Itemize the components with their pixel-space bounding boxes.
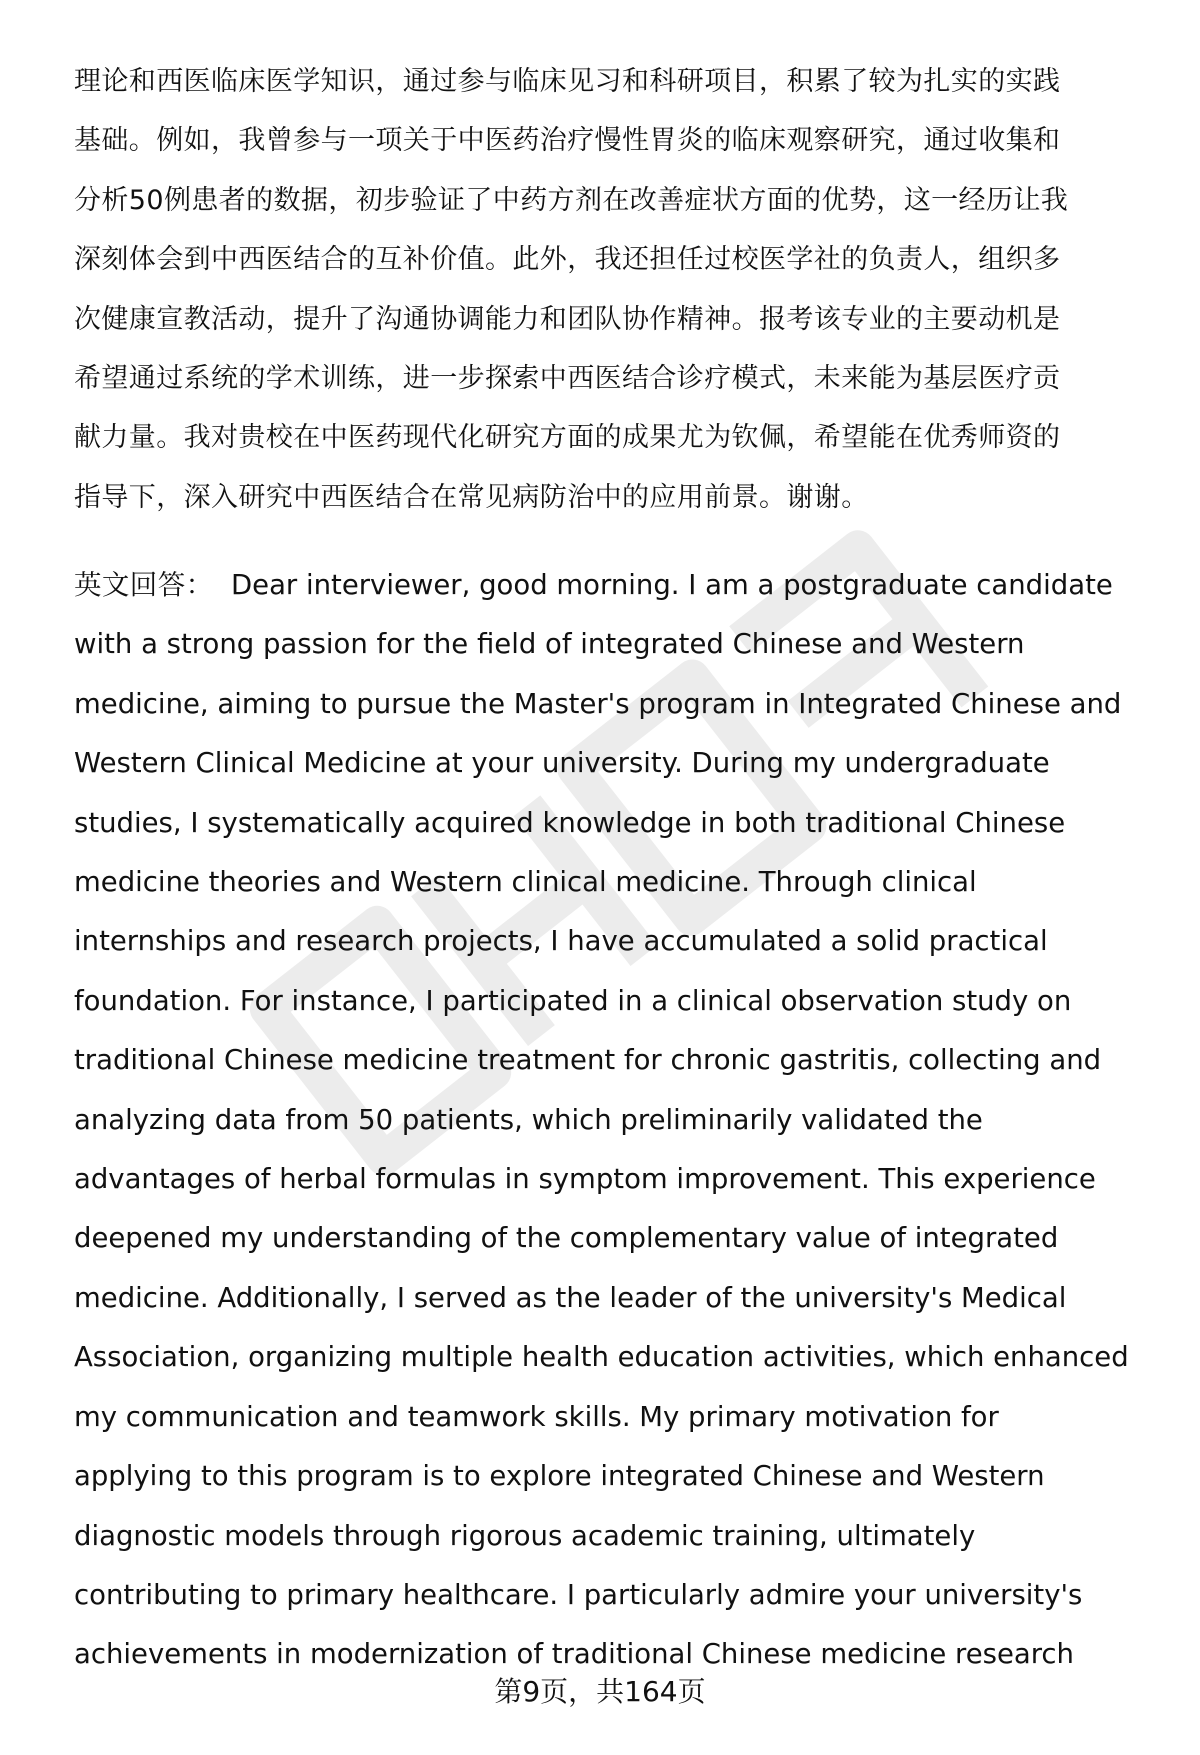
english-first-line <box>74 556 1164 615</box>
english-line: with a strong passion for the field of integrated Chinese and Western <box>74 628 1025 661</box>
english-line: analyzing data from 50 patients, which preliminarily validated the <box>74 1103 983 1136</box>
english-line: Dear interviewer, good morning. I am a postgraduate candidate <box>230 569 1113 601</box>
english-line: my communication and teamwork skills. My primary motivation for <box>74 1400 999 1433</box>
english-line: studies, I systematically acquired knowledge in both traditional Chinese <box>74 806 1066 839</box>
english-answer-label: 英文回答： <box>74 569 214 601</box>
chinese-line: 希望通过系统的学术训练，进一步探索中西医结合诊疗模式，未来能为基层医疗贡 <box>74 363 1061 395</box>
english-line: medicine, aiming to pursue the Master's program in Integrated Chinese and <box>74 687 1122 720</box>
chinese-line: 献力量。我对贵校在中医药现代化研究方面的成果尤为钦佩，希望能在优秀师资的 <box>74 422 1061 454</box>
chinese-line: 次健康宣教活动，提升了沟通协调能力和团队协作精神。报考该专业的主要动机是 <box>74 303 1061 335</box>
english-line: internships and research projects, I have accumulated a solid practical <box>74 925 1048 958</box>
english-line: Association, organizing multiple health education activities, which enhanced <box>74 1341 1129 1374</box>
english-line: deepened my understanding of the complementary value of integrated <box>74 1222 1059 1255</box>
english-line: achievements in modernization of traditional Chinese medicine research <box>74 1638 1074 1671</box>
page-number-footer: 第9页，共164页 <box>494 1675 706 1708</box>
english-line: advantages of herbal formulas in symptom improvement. This experience <box>74 1163 1096 1196</box>
chinese-line: 深刻体会到中西医结合的互补价值。此外，我还担任过校医学社的负责人，组织多 <box>74 244 1061 276</box>
chinese-answer-paragraph <box>74 52 1154 527</box>
chinese-line: 理论和西医临床医学知识，通过参与临床见习和科研项目，积累了较为扎实的实践 <box>74 66 1061 97</box>
english-line: traditional Chinese medicine treatment for chronic gastritis, collecting and <box>74 1044 1102 1077</box>
english-line: medicine theories and Western clinical medicine. Through clinical <box>74 866 977 899</box>
english-line: diagnostic models through rigorous academic training, ultimately <box>74 1519 976 1552</box>
english-line: medicine. Additionally, I served as the leader of the university's Medical <box>74 1281 1067 1314</box>
english-line: applying to this program is to explore integrated Chinese and Western <box>74 1460 1045 1493</box>
english-line: Western Clinical Medicine at your university. During my undergraduate <box>74 747 1050 780</box>
chinese-line: 指导下，深入研究中西医结合在常见病防治中的应用前景。谢谢。 <box>74 481 869 513</box>
english-line: contributing to primary healthcare. I particularly admire your university's <box>74 1578 1083 1611</box>
english-answer-paragraph <box>74 556 1164 1685</box>
chinese-line: 分析50例患者的数据，初步验证了中药方剂在改善症状方面的优势，这一经历让我 <box>74 184 1069 216</box>
chinese-line: 基础。例如，我曾参与一项关于中医药治疗慢性胃炎的临床观察研究，通过收集和 <box>74 125 1061 157</box>
english-line: foundation. For instance, I participated in a clinical observation study on <box>74 984 1072 1017</box>
